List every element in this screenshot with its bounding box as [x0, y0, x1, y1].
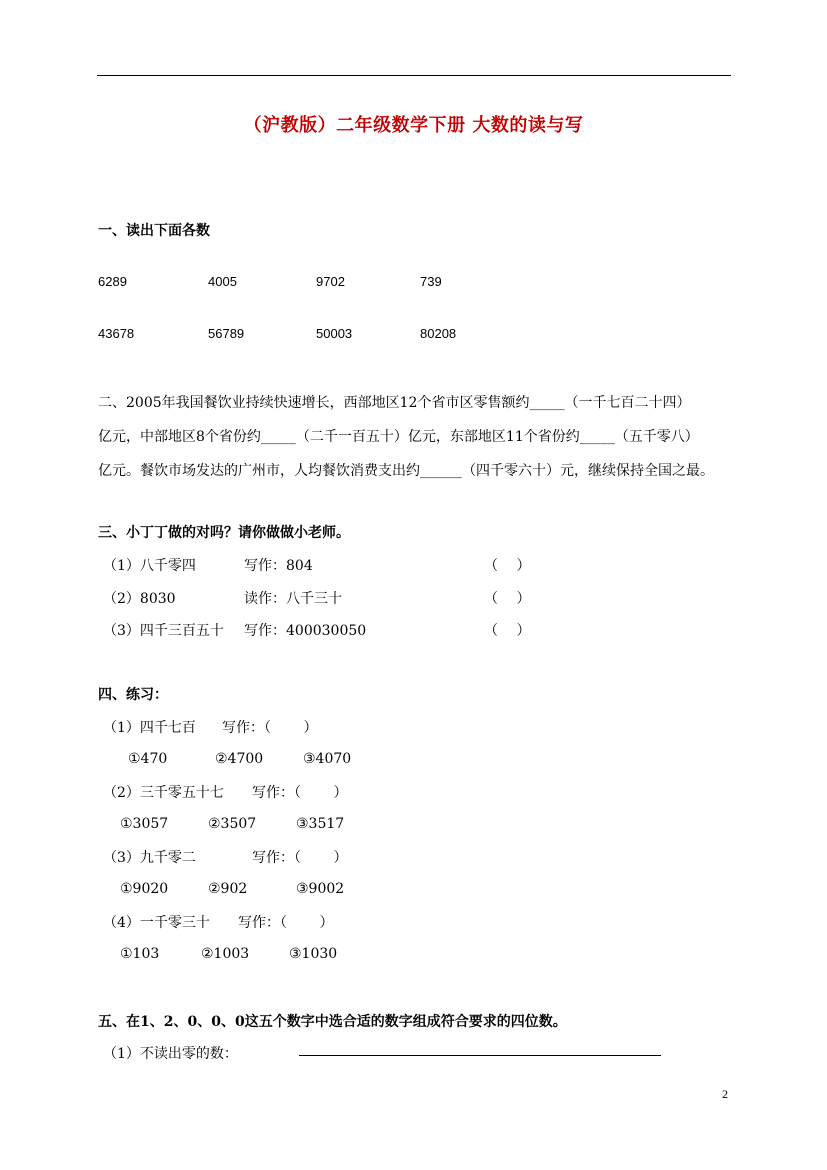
exercise-label: （1）四千七百	[103, 720, 196, 736]
option: ①470	[128, 751, 168, 767]
paragraph-line: 亿元，中部地区8个省份约_____（二千一百五十）亿元，东部地区11个省份约_____（五千零八）	[98, 429, 699, 445]
number-item: 9702	[316, 274, 345, 289]
section2-paragraph	[98, 386, 734, 488]
number-item: 50003	[316, 326, 353, 341]
header-rule	[97, 75, 731, 76]
judge-blank: （ ）	[484, 558, 531, 574]
paragraph-line: 亿元。餐饮市场发达的广州市，人均餐饮消费支出约______（四千零六十）元，继续保持全国之最。	[98, 463, 714, 479]
number-item: 739	[420, 274, 442, 289]
option: ③4070	[303, 751, 352, 767]
section1-heading: 一、读出下面各数	[98, 223, 210, 239]
option: ①103	[120, 946, 160, 962]
document-title: （沪教版）二年级数学下册 大数的读与写	[243, 115, 584, 136]
option: ①3057	[120, 816, 169, 832]
option: ②3507	[208, 816, 257, 832]
item-work: 写作：400030050	[244, 623, 367, 639]
number-item: 4005	[208, 274, 237, 289]
item-work: 写作：804	[244, 558, 313, 574]
option: ②902	[208, 881, 248, 897]
item-label: （2）8030	[103, 591, 176, 607]
judge-blank: （ ）	[484, 623, 531, 639]
option: ②1003	[201, 946, 250, 962]
option: ③1030	[289, 946, 338, 962]
item-label: （1）不读出零的数：	[103, 1046, 238, 1062]
section3-heading: 三、小丁丁做的对吗？请你做做小老师。	[98, 525, 350, 541]
number-item: 80208	[420, 326, 457, 341]
option: ②4700	[215, 751, 264, 767]
item-work: 读作：八千三十	[244, 591, 342, 607]
page-number: 2	[722, 1087, 728, 1101]
exercise-label: （4）一千零三十	[103, 915, 210, 931]
section5-heading: 五、在1、2、0、0、0这五个数字中选合适的数字组成符合要求的四位数。	[98, 1014, 567, 1030]
exercise-prompt: 写作：（ ）	[238, 915, 334, 931]
exercise-label: （2）三千零五十七	[103, 785, 224, 801]
exercise-prompt: 写作：（ ）	[252, 850, 348, 866]
number-item: 56789	[208, 326, 245, 341]
section4-heading: 四、练习：	[98, 687, 168, 703]
item-label: （1）八千零四	[103, 558, 196, 574]
exercise-label: （3）九千零二	[103, 850, 196, 866]
option: ①9020	[120, 881, 169, 897]
number-item: 43678	[98, 326, 135, 341]
option: ③9002	[296, 881, 345, 897]
exercise-prompt: 写作：（ ）	[222, 720, 318, 736]
exercise-prompt: 写作：（ ）	[252, 785, 348, 801]
paragraph-line: 二、2005年我国餐饮业持续快速增长，西部地区12个省市区零售额约_____（一千七百二十四）	[98, 395, 691, 411]
answer-blank-line	[299, 1055, 661, 1056]
judge-blank: （ ）	[484, 591, 531, 607]
option: ③3517	[296, 816, 345, 832]
number-item: 6289	[98, 274, 127, 289]
item-label: （3）四千三百五十	[103, 623, 224, 639]
